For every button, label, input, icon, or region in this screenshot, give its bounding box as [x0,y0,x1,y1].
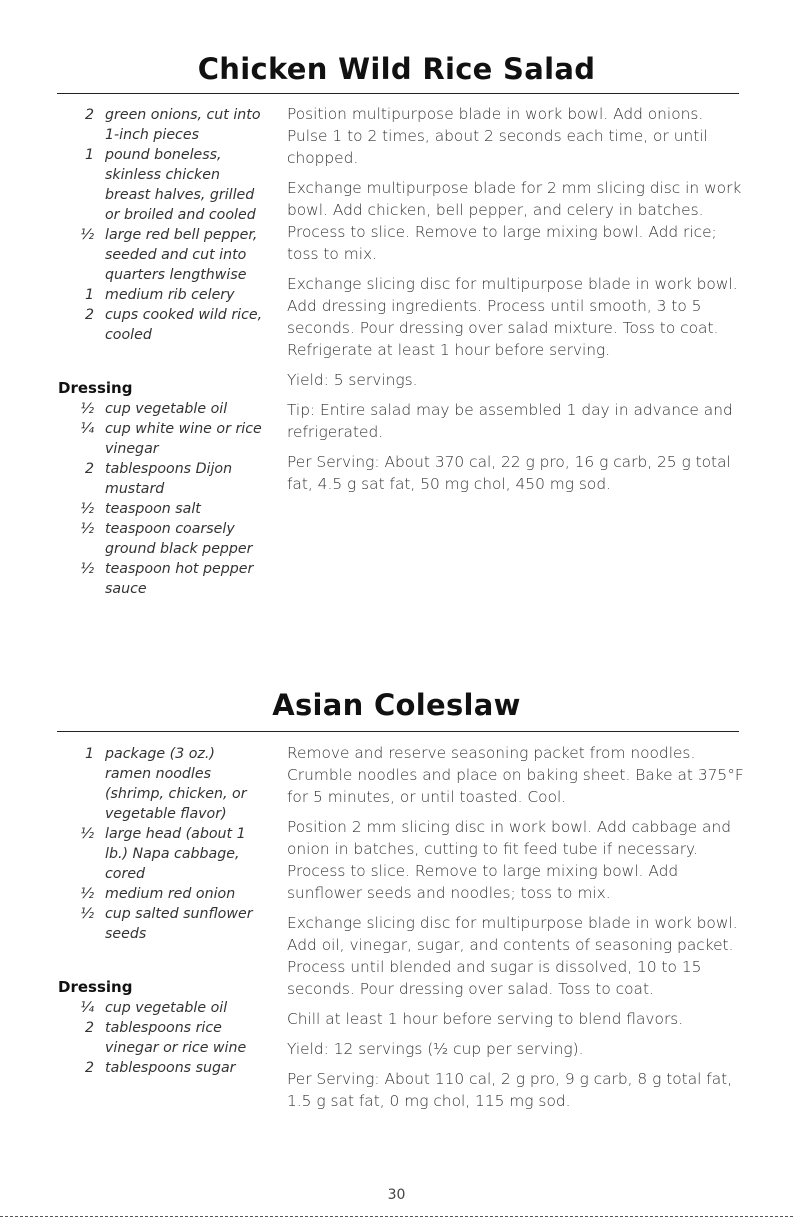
ingredient-item: 1 package (3 oz.) ramen noodles (shrimp, chicken, or vegetable flavor) [84,746,247,822]
dressing-item: ½ teaspoon hot pepper sauce [80,561,254,597]
ingredient-item: 2 green onions, cut into 1-inch pieces [84,107,261,143]
yield-text: Yield: 5 servings. [287,371,418,389]
method-steps [287,103,747,503]
method-step: Exchange multipurpose blade for 2 mm slicing disc in work bowl. Add chicken, bell pepper, and celery in batches. Process to slice. Remove to large mixing bowl. Add rice; toss to mix. [287,179,742,263]
dressing-item: 2 tablespoons rice vinegar or rice wine [84,1020,247,1056]
ingredient-list [58,744,263,1078]
method-step: Position 2 mm slicing disc in work bowl. Add cabbage and onion in batches, cutting to fit feed tube if necessary. Process to slice. Remove to large mixing bowl. Add sunflower seeds and noodles; toss to mix. [287,818,731,902]
method-step: Exchange slicing disc for multipurpose blade in work bowl. Add oil, vinegar, sugar, and contents of seasoning packet. Process until blended and sugar is dissolved, 10 to 15 seconds. Pour dressing over salad. Toss to coat. [287,914,738,998]
ingredient-item: ½ large head (about 1 lb.) Napa cabbage, cored [80,826,246,882]
dressing-item: ¼ cup vegetable oil [80,1000,228,1016]
dressing-heading: Dressing [58,978,133,996]
yield-text: Yield: 12 servings (½ cup per serving). [287,1040,584,1058]
dressing-item: 2 tablespoons Dijon mustard [84,461,233,497]
ingredient-item: 1 medium rib celery [84,287,235,303]
dressing-item: ½ cup vegetable oil [80,401,228,417]
ingredient-item: ½ cup salted sunflower seeds [80,906,253,942]
tip-text: Tip: Entire salad may be assembled 1 day in advance and refrigerated. [287,401,733,441]
dressing-item: 2 tablespoons sugar [84,1060,236,1076]
nutrition-text: Per Serving: About 110 cal, 2 g pro, 9 g carb, 8 g total fat, 1.5 g sat fat, 0 mg chol, 115 mg sod. [287,1070,733,1110]
ingredient-item: 1 pound boneless, skinless chicken breast halves, grilled or broiled and cooled [84,147,256,223]
dressing-item: ½ teaspoon coarsely ground black pepper [80,521,253,557]
method-step: Exchange slicing disc for multipurpose blade in work bowl. Add dressing ingredients. Process until smooth, 3 to 5 seconds. Pour dressing over salad mixture. Toss to coat. Refrigerate at least 1 hour before serving. [287,275,738,359]
ingredient-list [58,105,263,599]
method-step: Chill at least 1 hour before serving to blend flavors. [287,1010,684,1028]
nutrition-text: Per Serving: About 370 cal, 22 g pro, 16 g carb, 25 g total fat, 4.5 g sat fat, 50 mg chol, 450 mg sod. [287,453,731,493]
method-steps [287,742,747,1120]
dressing-heading: Dressing [58,379,133,397]
method-step: Position multipurpose blade in work bowl. Add onions. Pulse 1 to 2 times, about 2 seconds each time, or until chopped. [287,105,708,167]
method-step: Remove and reserve seasoning packet from noodles. Crumble noodles and place on baking sheet. Bake at 375°F for 5 minutes, or until toasted. Cool. [287,744,744,806]
bottom-divider [0,1216,793,1217]
page-number: 30 [387,1187,406,1203]
ingredient-item: 2 cups cooked wild rice, cooled [84,307,263,343]
title-rule [57,731,739,732]
recipe-title-chicken-wild-rice-salad: Chicken Wild Rice Salad [197,52,596,86]
ingredient-item: ½ medium red onion [80,886,236,902]
dressing-item: ½ teaspoon salt [80,501,201,517]
ingredient-item: ½ large red bell pepper, seeded and cut into quarters lengthwise [80,227,258,283]
title-rule [57,93,739,94]
recipe-title-asian-coleslaw: Asian Coleslaw [272,688,521,722]
dressing-item: ¼ cup white wine or rice vinegar [80,421,262,457]
